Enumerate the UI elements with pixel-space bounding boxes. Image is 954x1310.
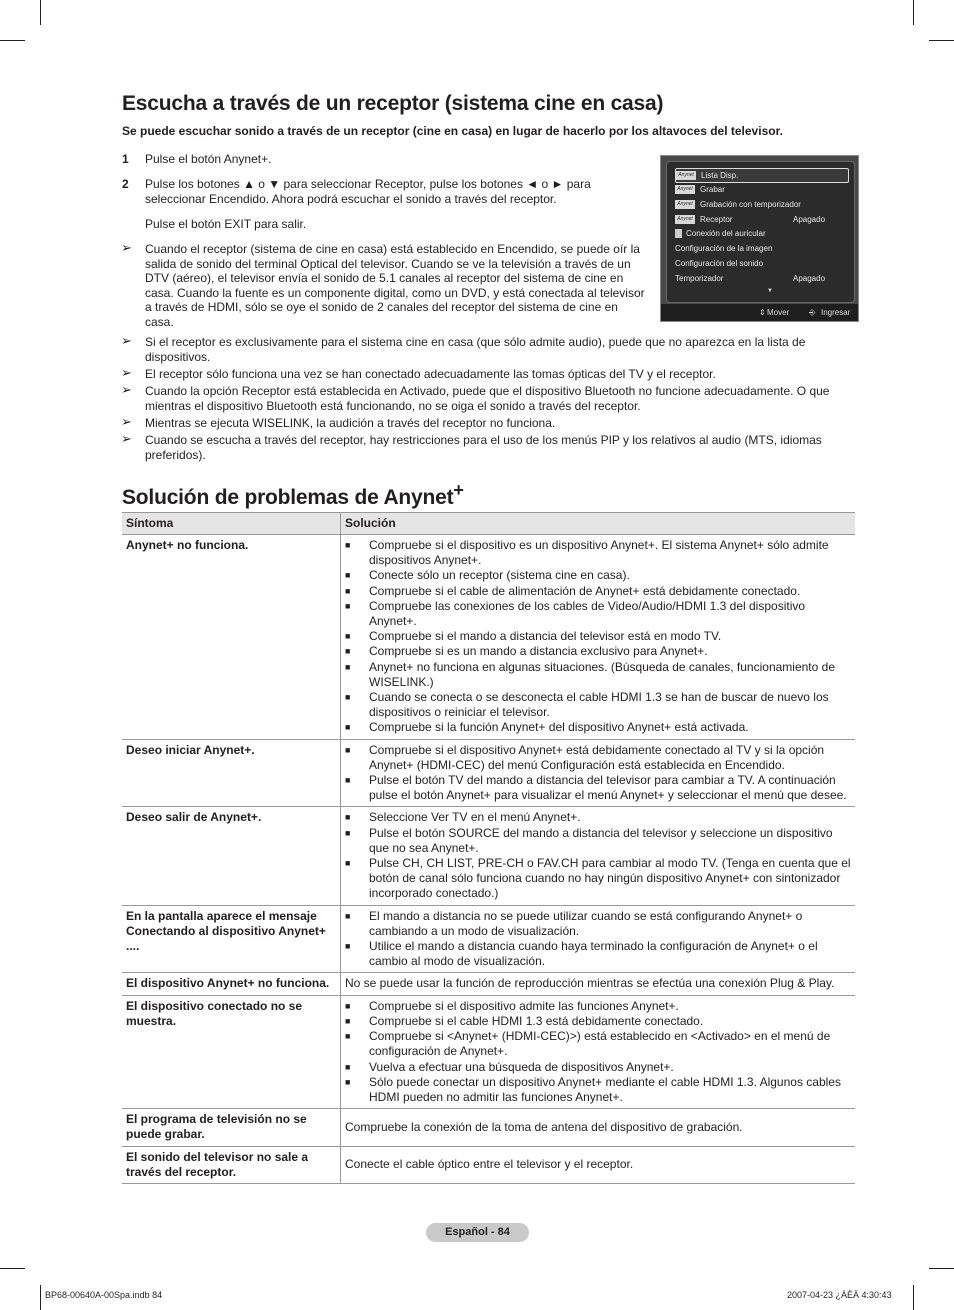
solution-cell: Conecte el cable óptico entre el televisor y el receptor. [341, 1146, 856, 1183]
solution-item: ■ Conecte sólo un receptor (sistema cine en casa). [345, 568, 851, 583]
note-text: Cuando el receptor (sistema de cine en casa) está establecido en Encendido, se puede oír la salida de sonido del terminal Optical del televisor. Cuando se ve la televisión a través de un DTV (aéreo), el televisor envía el sonido de 5.1 canales al receptor del sistema de cine en casa. Cuando la fuente es un componente digital, como un DVD, y está conectada al televisor a través de HDMI, sólo se oye el sonido de 2 canales del receptor del sistema de cine en casa. [145, 242, 645, 329]
solution-item: ■ Compruebe si es un mando a distancia exclusivo para Anynet+. [345, 644, 851, 659]
table-row [122, 973, 855, 995]
section-title-troubleshooting: Solución de problemas de Anynet+ [122, 480, 464, 509]
solution-item: ■ Cuando se conecta o se desconecta el cable HDMI 1.3 se han de buscar de nuevo los dispositivos o reiniciar el televisor. [345, 690, 851, 720]
menu-item-receptor: Anynet Receptor Apagado [675, 213, 847, 226]
menu-item-config-sonido: Configuración del sonido [675, 259, 764, 268]
note-arrow-icon: ➢ [121, 333, 132, 348]
menu-item-lista-disp: Anynet Lista Disp. [675, 168, 849, 183]
solution-item: ■ Anynet+ no funciona en algunas situaciones. (Búsqueda de canales, funcionamiento de WISELINK.) [345, 660, 851, 690]
solution-cell: Compruebe la conexión de la toma de antena del dispositivo de grabación. [341, 1109, 856, 1146]
step-2-line2: seleccionar Encendido. Ahora podrá escuchar el sonido a través del receptor. [145, 192, 557, 206]
symptom-cell: En la pantalla aparece el mensaje Conectando al dispositivo Anynet+ .... [122, 905, 341, 973]
step-2-line1: Pulse los botones ▲ o ▼ para seleccionar Receptor, pulse los botones ◄ o ► para [145, 177, 591, 191]
anynet-menu-screenshot [660, 155, 859, 322]
solution-item: ■ Compruebe si la función Anynet+ del dispositivo Anynet+ está activada. [345, 720, 851, 735]
note-arrow-icon: ➢ [121, 431, 132, 446]
solution-item: ■ Compruebe si el cable de alimentación de Anynet+ está debidamente conectado. [345, 584, 851, 599]
anynet-logo-icon: Anynet [675, 185, 695, 194]
menu-item-grabar: Anynet Grabar [675, 183, 847, 196]
crop-mark [40, 0, 41, 25]
scroll-down-icon: ▼ [767, 288, 773, 294]
page-number-badge: Español - 84 [426, 1223, 529, 1242]
solution-cell [341, 739, 856, 807]
enter-icon: ⎆ [809, 308, 816, 317]
solution-item: ■ Utilice el mando a distancia cuando haya terminado la configuración de Anynet+ o el cambio al modo de visualización. [345, 939, 851, 969]
solution-item: ■ Pulse el botón TV del mando a distancia del televisor para cambiar a TV. A continuación pulse el botón Anynet+ para visualizar el menú Anynet+ y seleccionar el menú que desee. [345, 773, 851, 803]
solution-item: ■ Pulse el botón SOURCE del mando a distancia del televisor y seleccione un dispositivo que no sea Anynet+. [345, 826, 851, 856]
table-row [122, 1109, 855, 1146]
solution-item: ■ Vuelva a efectuar una búsqueda de dispositivos Anynet+. [345, 1060, 851, 1075]
move-icon: ⇕ [759, 308, 766, 317]
solution-item: ■ El mando a distancia no se puede utilizar cuando se está configurando Anynet+ o cambiando a un modo de visualización. [345, 909, 851, 939]
symptom-cell: Anynet+ no funciona. [122, 535, 341, 740]
crop-mark [0, 1268, 25, 1269]
crop-mark [929, 1268, 954, 1269]
table-row [122, 739, 855, 807]
step-number: 1 [122, 152, 129, 166]
note-text: Mientras se ejecuta WISELINK, la audición a través del receptor no funciona. [145, 416, 556, 430]
anynet-logo-icon: Anynet [675, 200, 695, 209]
table-row [122, 1146, 855, 1183]
solution-cell [341, 995, 856, 1108]
header-solution: Solución [341, 513, 856, 535]
note-text: Cuando se escucha a través del receptor, hay restricciones para el uso de los menús PIP y los relativos al audio (MTS, idiomas preferidos). [145, 433, 822, 462]
solution-cell [341, 807, 856, 905]
menu-item-temporizador: Temporizador Apagado [675, 274, 826, 283]
symptom-cell: El dispositivo conectado no se muestra. [122, 995, 341, 1108]
anynet-logo-icon: Anynet [676, 171, 696, 180]
symptom-cell: El sonido del televisor no sale a través del receptor. [122, 1146, 341, 1183]
symptom-cell: Deseo iniciar Anynet+. [122, 739, 341, 807]
menu-item-conexion-auricular: Conexión del auricular [675, 227, 847, 240]
crop-mark [913, 0, 914, 25]
solution-cell [341, 535, 856, 740]
step-1-text: Pulse el botón Anynet+. [145, 152, 272, 166]
table-row [122, 807, 855, 905]
table-header-row [122, 513, 855, 535]
section-title-receiver: Escucha a través de un receptor (sistema cine en casa) [122, 92, 664, 115]
menu-footer [661, 304, 858, 321]
solution-cell [341, 905, 856, 973]
solution-item: ■ Pulse CH, CH LIST, PRE-CH o FAV.CH para cambiar al modo TV. (Tenga en cuenta que el botón de canal sólo funciona cuando no hay ningún dispositivo Anynet+ con sintonizador incorporado conectado.) [345, 856, 851, 902]
header-symptom: Síntoma [122, 513, 341, 535]
crop-mark [0, 40, 25, 41]
note-arrow-icon: ➢ [121, 382, 132, 397]
symptom-cell: El programa de televisión no se puede grabar. [122, 1109, 341, 1146]
crop-mark [929, 40, 954, 41]
solution-item: ■ Sólo puede conectar un dispositivo Anynet+ mediante el cable HDMI 1.3. Algunos cables HDMI pueden no admitir las funciones Anynet+. [345, 1075, 851, 1105]
date-slug: 2007-04-23 ¿ÀÈÄ 4:30:43 [787, 1290, 892, 1300]
title-superscript: + [453, 480, 464, 500]
solution-item: ■ Compruebe si <Anynet+ (HDMI-CEC)>) está establecido en <Activado> en el menú de configuración de Anynet+. [345, 1029, 851, 1059]
step-number: 2 [122, 177, 129, 191]
solution-cell: No se puede usar la función de reproducción mientras se efectúa una conexión Plug & Play. [341, 973, 856, 995]
note-text: El receptor sólo funciona una vez se han conectado adecuadamente las tomas ópticas del TV y el receptor. [145, 367, 716, 381]
troubleshooting-table [122, 512, 855, 1184]
solution-item: ■ Compruebe si el mando a distancia del televisor está en modo TV. [345, 629, 851, 644]
symptom-cell: Deseo salir de Anynet+. [122, 807, 341, 905]
symptom-cell: El dispositivo Anynet+ no funciona. [122, 973, 341, 995]
menu-footer-enter: Ingresar [821, 308, 851, 317]
solution-item: ■ Compruebe si el dispositivo admite las funciones Anynet+. [345, 999, 851, 1014]
solution-item: ■ Seleccione Ver TV en el menú Anynet+. [345, 810, 851, 825]
crop-mark [40, 1285, 41, 1310]
note-text: Si el receptor es exclusivamente para el sistema cine en casa (que sólo admite audio), puede que no aparezca en la lista de dispositivos. [145, 335, 806, 364]
table-row [122, 535, 855, 740]
menu-item-config-imagen: Configuración de la imagen [675, 244, 773, 253]
anynet-logo-icon: Anynet [675, 215, 695, 224]
table-row [122, 995, 855, 1108]
solution-item: ■ Compruebe si el cable HDMI 1.3 está debidamente conectado. [345, 1014, 851, 1029]
crop-mark [913, 1285, 914, 1310]
note-arrow-icon: ➢ [121, 414, 132, 429]
step-2-exit: Pulse el botón EXIT para salir. [145, 217, 307, 231]
solution-item: ■ Compruebe las conexiones de los cables de Video/Audio/HDMI 1.3 del dispositivo Anynet+. [345, 599, 851, 629]
file-slug: BP68-00640A-00Spa.indb 84 [45, 1290, 163, 1300]
menu-footer-move: Mover [767, 308, 790, 317]
note-text: Cuando la opción Receptor está establecida en Activado, puede que el dispositivo Bluetooth no funcione adecuadamente. O que mientras el dispositivo Bluetooth está funcionando, no se oiga el sonido a través del receptor. [145, 384, 830, 413]
solution-item: ■ Compruebe si el dispositivo es un dispositivo Anynet+. El sistema Anynet+ sólo admite dispositivos Anynet+. [345, 538, 851, 568]
table-row [122, 905, 855, 973]
menu-item-grabacion-temporizador: Anynet Grabación con temporizador [675, 198, 847, 211]
note-arrow-icon: ➢ [121, 365, 132, 380]
headphone-icon [675, 229, 682, 238]
note-arrow-icon: ➢ [121, 240, 132, 255]
solution-item: ■ Compruebe si el dispositivo Anynet+ está debidamente conectado al TV y si la opción Anynet+ (HDMI-CEC) del menú Configuración está establecida en Encendido. [345, 743, 851, 773]
menu-panel [666, 161, 855, 303]
section-intro: Se puede escuchar sonido a través de un receptor (cine en casa) en lugar de hacerlo por los altavoces del televisor. [122, 124, 783, 138]
